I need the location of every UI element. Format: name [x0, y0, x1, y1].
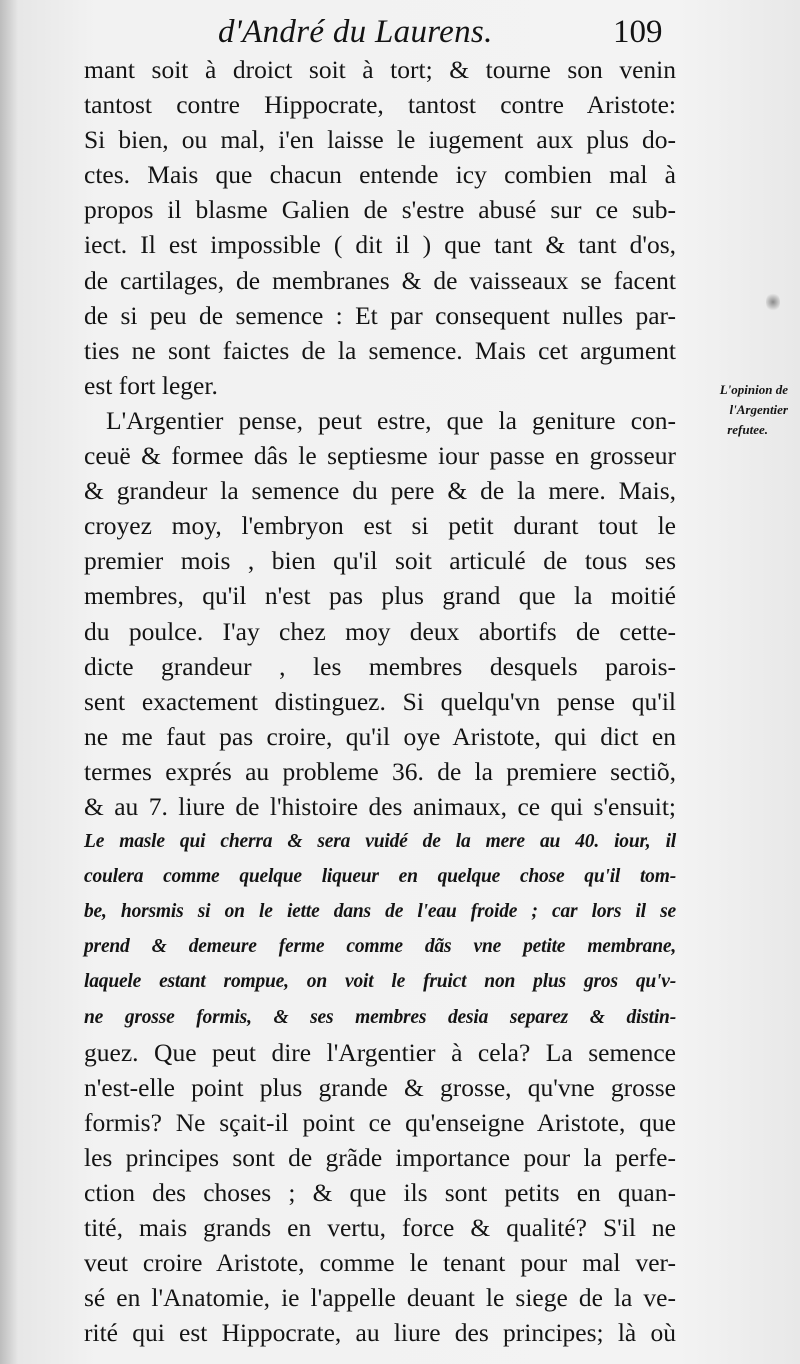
- text-line: rité qui est Hippocrate, au liure des principes; là où: [84, 1318, 676, 1348]
- marginal-note-line: l'Argentier: [729, 402, 788, 417]
- text-line: sent exactement distinguez. Si quelqu'vn pense qu'il: [84, 686, 676, 716]
- text-line: ne me faut pas croire, qu'il oye Aristote, qui dict en: [84, 721, 676, 751]
- text-line: L'Argentier pense, peut estre, que la geniture con-: [106, 405, 676, 435]
- text-line: n'est-elle point plus grande & grosse, qu'vne grosse: [84, 1072, 676, 1102]
- quotation-line: prend & demeure ferme comme dãs vne petite membrane,: [84, 936, 676, 958]
- text-line: ceuë & formee dâs le septiesme iour passe en grosseur: [84, 441, 676, 471]
- text-line: veut croire Aristote, comme le tenant pour mal ver-: [84, 1248, 676, 1278]
- quotation-line: ne grosse formis, & ses membres desia separez & distin-: [84, 1006, 676, 1028]
- text-line: de cartilages, de membranes & de vaisseaux se facent: [84, 265, 676, 295]
- marginal-note-line: L'opinion de: [719, 382, 788, 397]
- text-line: & au 7. liure de l'histoire des animaux, ce qui s'ensuit;: [84, 791, 676, 821]
- spine-shadow: [0, 0, 18, 1364]
- text-line: ties ne sont faictes de la semence. Mais cet argument: [84, 335, 676, 365]
- quotation-line: Le masle qui cherra & sera vuidé de la mere au 40. iour, il: [84, 831, 676, 853]
- running-head: d'André du Laurens.: [218, 14, 493, 50]
- text-line: tantost contre Hippocrate, tantost contre Aristote:: [84, 90, 676, 120]
- quotation-line: be, horsmis si on le iette dans de l'eau froide ; car lors il se: [84, 901, 676, 923]
- text-line: & grandeur la semence du pere & de la mere. Mais,: [84, 476, 676, 506]
- marginal-note: [678, 380, 788, 440]
- text-line: est fort leger.: [84, 370, 218, 400]
- text-line: membres, qu'il n'est pas plus grand que la moitié: [84, 581, 676, 611]
- text-line: croyez moy, l'embryon est si petit durant tout le: [84, 511, 676, 541]
- text-line: ctes. Mais que chacun entende icy combien mal à: [84, 160, 676, 190]
- text-line: sé en l'Anatomie, ie l'appelle deuant le siege de la ve-: [84, 1283, 676, 1313]
- text-line: tité, mais grands en vertu, force & qualité? S'il ne: [84, 1213, 676, 1243]
- text-line: ction des choses ; & que ils sont petits en quan-: [84, 1178, 676, 1207]
- paper-speck: [766, 292, 780, 312]
- text-line: dicte grandeur , les membres desquels parois-: [84, 651, 676, 681]
- page-number: 109: [613, 14, 663, 50]
- text-line: termes exprés au probleme 36. de la premiere sectiõ,: [84, 756, 676, 786]
- body-text: [84, 52, 676, 1350]
- text-line: guez. Que peut dire l'Argentier à cela? La semence: [84, 1037, 676, 1067]
- text-line: propos il blasme Galien de s'estre abusé sur ce sub-: [84, 195, 676, 225]
- quotation-line: coulera comme quelque liqueur en quelque chose qu'il tom-: [84, 866, 676, 888]
- quotation-line: laquele estant rompue, on voit le fruict non plus gros qu'v-: [84, 971, 676, 993]
- marginal-note-line: refutee.: [727, 422, 768, 437]
- text-line: de si peu de semence : Et par consequent nulles par-: [84, 300, 676, 330]
- text-line: mant soit à droict soit à tort; & tourne son venin: [84, 55, 676, 84]
- text-line: premier mois , bien qu'il soit articulé de tous ses: [84, 546, 676, 576]
- text-line: du poulce. I'ay chez moy deux abortifs de cette-: [84, 616, 676, 646]
- text-line: formis? Ne sçait-il point ce qu'enseigne Aristote, que: [84, 1107, 676, 1137]
- text-line: iect. Il est impossible ( dit il ) que tant & tant d'os,: [84, 230, 676, 260]
- text-line: les principes sont de grãde importance pour la perfe-: [84, 1142, 676, 1172]
- text-line: Si bien, ou mal, i'en laisse le iugement aux plus do-: [84, 125, 676, 155]
